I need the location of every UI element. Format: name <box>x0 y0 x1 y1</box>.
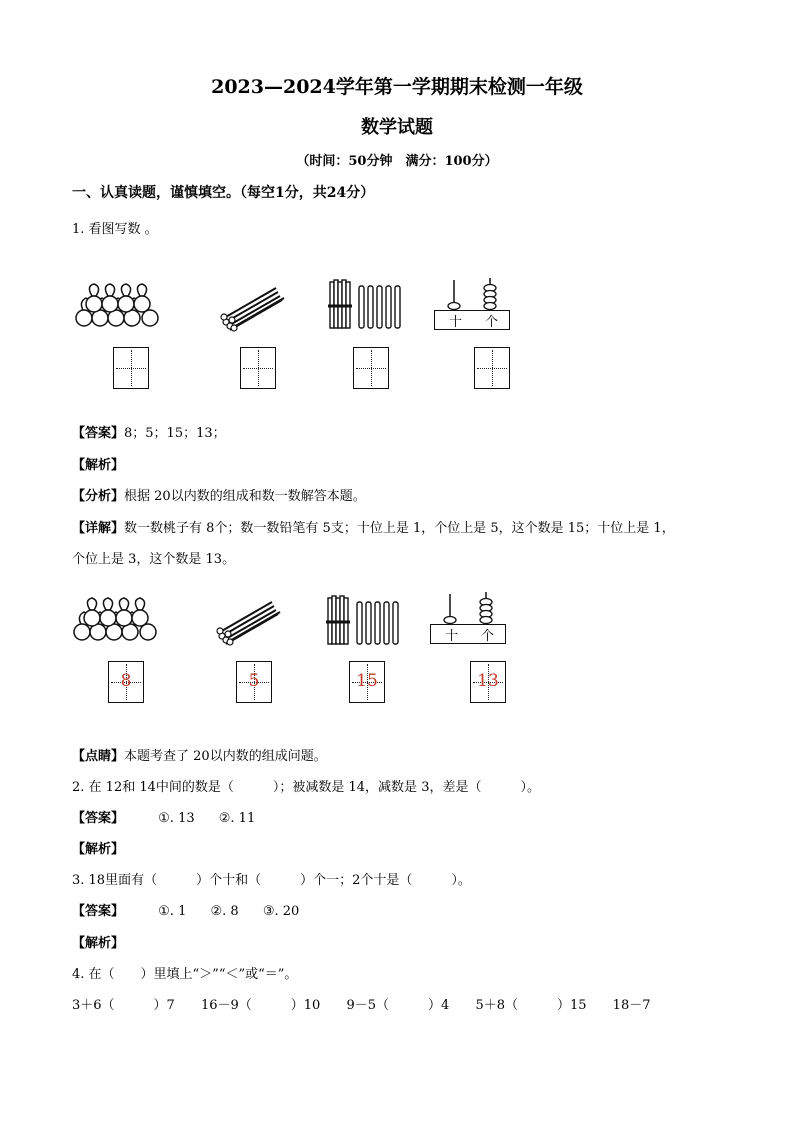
question-2-prompt: 2. 在 12和 14中间的数是（ ）；被减数是 14，减数是 3，差是（ ）。 <box>72 780 540 795</box>
answer-box-value: 8 <box>120 671 132 691</box>
q1-comment-row <box>72 745 327 764</box>
q3-answer-3: ③. 20 <box>262 904 300 919</box>
q4-item: 16－9（ ）10 <box>200 998 321 1013</box>
q3-answer-row <box>72 900 299 919</box>
q4-item: 5＋8（ ）15 <box>475 998 587 1013</box>
fenxi-label: 【分析】 <box>72 489 125 504</box>
answer-box-value: 5 <box>248 671 260 691</box>
page-title: 2023—2024学年第一学期期末检测一年级 <box>211 76 583 98</box>
peaches-illustration <box>70 596 170 646</box>
abacus-base <box>434 310 510 330</box>
analysis-label: 【解析】 <box>72 458 125 473</box>
pencils-illustration <box>218 282 288 332</box>
q4-items-row <box>72 994 651 1013</box>
q3-answer-2: ②. 8 <box>210 904 239 919</box>
answer-label: 【答案】 <box>72 426 125 441</box>
q1-answer-row <box>72 422 226 441</box>
abacus-ones-label: 个 <box>481 629 495 644</box>
q1-comment: 本题考查了 20以内数的组成问题。 <box>124 749 327 764</box>
answer-box <box>474 347 510 389</box>
question-4-prompt: 4. 在（ ）里填上“＞”“＜”或“＝”。 <box>72 967 298 982</box>
abacus-illustration <box>432 276 512 332</box>
analysis-label: 【解析】 <box>72 842 125 857</box>
q4-item: 18－7 <box>612 998 651 1013</box>
answer-box-value: 15 <box>356 671 378 691</box>
question-3-prompt: 3. 18里面有（ ）个十和（ ）个一；2个十是（ ）。 <box>72 873 471 888</box>
answer-box <box>349 661 385 703</box>
answer-box <box>240 347 276 389</box>
answer-box <box>113 347 149 389</box>
abacus-illustration <box>428 590 508 646</box>
q1-fenxi: 根据 20以内数的组成和数一数解答本题。 <box>124 489 366 504</box>
q1-answer: 8；5；15；13； <box>124 426 226 441</box>
abacus-base <box>430 624 506 644</box>
answer-box-value: 13 <box>477 671 499 691</box>
q2-answer-row <box>72 807 255 826</box>
q1-detail-row <box>72 517 675 536</box>
q4-item: 3＋6（ ）7 <box>72 998 175 1013</box>
comment-label: 【点睛】 <box>72 749 125 764</box>
q2-answer-1: ①. 13 <box>158 811 195 826</box>
sticks-illustration <box>326 276 412 332</box>
section-title: 一、认真读题，谨慎填空。（每空1分，共24分） <box>72 185 375 201</box>
abacus-ones-label: 个 <box>485 315 499 330</box>
answer-label: 【答案】 <box>72 904 125 919</box>
q1-detail-line2: 个位上是 3，这个数是 13。 <box>72 552 236 567</box>
answer-box <box>470 661 506 703</box>
q1-detail-line1: 数一数桃子有 8个；数一数铅笔有 5支；十位上是 1，个位上是 5，这个数是 15；十位上是 1， <box>124 521 675 536</box>
q4-item: 9－5（ ）4 <box>346 998 450 1013</box>
sticks-illustration <box>324 592 410 648</box>
q2-answer-2: ②. 11 <box>218 811 256 826</box>
abacus-tens-label: 十 <box>445 629 459 644</box>
answer-box <box>236 661 272 703</box>
q3-answer-1: ①. 1 <box>158 904 187 919</box>
page-subtitle: 数学试题 <box>361 117 433 138</box>
abacus-tens-label: 十 <box>449 315 463 330</box>
analysis-label: 【解析】 <box>72 936 125 951</box>
q1-fenxi-row <box>72 485 366 504</box>
peaches-illustration <box>72 282 172 332</box>
answer-box <box>108 661 144 703</box>
exam-meta: （时间：50分钟 满分：100分） <box>296 154 498 169</box>
answer-label: 【答案】 <box>72 811 125 826</box>
question-1-prompt: 1. 看图写数 。 <box>72 222 158 237</box>
pencils-illustration <box>214 596 284 646</box>
detail-label: 【详解】 <box>72 521 125 536</box>
answer-box <box>353 347 389 389</box>
